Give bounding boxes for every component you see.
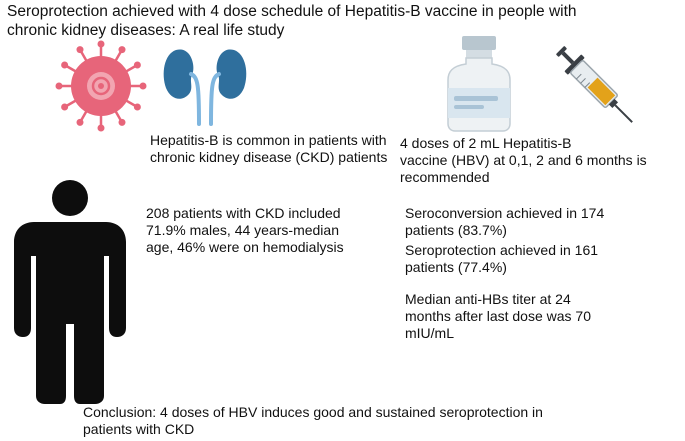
titer-text-line-2: months after last dose was 70 (405, 308, 591, 324)
antibody-titer-text (405, 291, 665, 342)
title-line-2: chronic kidney diseases: A real life study (7, 22, 285, 39)
titer-text-line-3: mIU/mL (405, 325, 454, 341)
patients-text-line-1: 208 patients with CKD included (146, 205, 341, 221)
seroconversion-text-line-1: Seroconversion achieved in 174 (405, 205, 605, 221)
virus-spike-tip (119, 46, 126, 53)
conclusion-line-2: patients with CKD (83, 421, 195, 437)
virus-spike-tip (140, 83, 147, 90)
doses-text-line-1: 4 doses of 2 mL Hepatitis-B (400, 135, 572, 151)
patients-text-line-3: age, 46% were on hemodialysis (146, 239, 344, 255)
hepatitis-prevalence-text (150, 132, 400, 166)
virus-icon (55, 40, 147, 132)
virus-spike-tip (119, 119, 126, 126)
patients-text-line-2: 71.9% males, 44 years-median (146, 222, 339, 238)
conclusion-text (83, 404, 683, 438)
doses-text-line-3: recommended (400, 169, 490, 185)
virus-spike-tip (77, 46, 84, 53)
seroprotection-result-text (405, 242, 675, 276)
virus-spike-tip (56, 83, 63, 90)
kidneys-icon (162, 44, 248, 126)
page-title (7, 2, 677, 40)
patient-characteristics-text (146, 205, 396, 256)
virus-spike-tip (98, 41, 105, 48)
titer-text-line-1: Median anti-HBs titer at 24 (405, 291, 571, 307)
virus-spike-tip (134, 62, 141, 69)
dosing-schedule-text (400, 135, 670, 186)
seroconversion-text-line-2: patients (83.7%) (405, 222, 507, 238)
vaccine-vial-icon (444, 36, 514, 132)
seroprotection-text-line-2: patients (77.4%) (405, 259, 507, 275)
title-line-1: Seroprotection achieved with 4 dose schedule of Hepatitis-B vaccine in people with (7, 3, 577, 20)
hepatitis-text-line-2: chronic kidney disease (CKD) patients (150, 149, 388, 165)
doses-text-line-2: vaccine (HBV) at 0,1, 2 and 6 months is (400, 152, 647, 168)
seroconversion-result-text (405, 205, 675, 239)
virus-spike-tip (98, 125, 105, 132)
virus-spike-tip (61, 104, 68, 111)
seroprotection-text-line-1: Seroprotection achieved in 161 (405, 242, 599, 258)
virus-spike-tip (77, 119, 84, 126)
person-icon (0, 178, 140, 404)
conclusion-line-1: Conclusion: 4 doses of HBV induces good and sustained seroprotection in (83, 404, 543, 420)
virus-spike-tip (134, 104, 141, 111)
virus-spike-tip (61, 62, 68, 69)
syringe-icon (548, 38, 640, 130)
hepatitis-text-line-1: Hepatitis-B is common in patients with (150, 132, 387, 148)
